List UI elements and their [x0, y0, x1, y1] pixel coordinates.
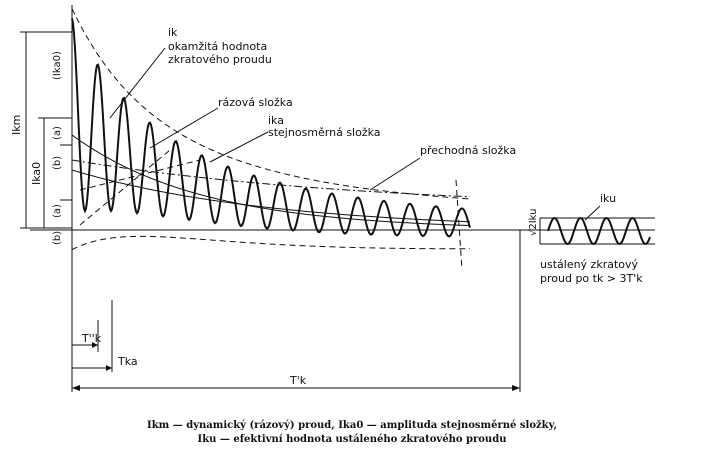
label-tka: Tka: [118, 355, 138, 368]
label-tk-prime: T'k: [290, 374, 307, 387]
label-razova: rázová složka: [218, 96, 293, 109]
label-ika0-paren: (Ika0): [52, 51, 63, 80]
label-ustaleny-2: proud po tk > 3T'k: [540, 272, 643, 285]
label-ik-symbol: ik: [168, 26, 178, 39]
caption-line-1: Ikm — dynamický (rázový) proud, Ika0 — amplituda stejnosměrné složky,: [147, 420, 557, 431]
caption-line-2: Iku — efektivní hodnota ustáleného zkratového proudu: [197, 434, 507, 445]
label-b-lower: (b): [52, 230, 63, 245]
tk-prime-arrow-left: [72, 385, 80, 391]
label-b-upper: (b): [52, 155, 63, 170]
tka-arrow: [106, 365, 112, 371]
label-stejnosmerna: stejnosměrná složka: [268, 126, 381, 139]
label-sqrt2iku: √2Iku: [528, 208, 539, 236]
label-ikm-axis: Ikm: [10, 114, 23, 135]
label-prechodna: přechodná složka: [420, 144, 517, 157]
label-tk-dblprime: T''k: [82, 332, 102, 345]
label-ika-symbol: ika: [268, 114, 284, 127]
label-ik-desc-1: okamžitá hodnota: [168, 40, 268, 53]
label-ika0-axis: Ika0: [30, 161, 43, 185]
label-a-upper: (a): [52, 126, 63, 140]
steady-state-current-wave: [548, 218, 650, 244]
prechodna-pointer: [370, 158, 420, 190]
lower-envelope: [72, 236, 470, 249]
razova-pointer: [150, 108, 218, 148]
label-a-lower: (a): [52, 204, 63, 218]
label-ustaleny-1: ustálený zkratový: [540, 258, 639, 271]
label-iku-symbol: iku: [600, 192, 617, 205]
stejnosmerna-pointer: [210, 132, 268, 162]
label-ik-desc-2: zkratového proudu: [168, 53, 272, 66]
ik-pointer: [110, 48, 165, 118]
tk-prime-arrow-right: [512, 385, 520, 391]
